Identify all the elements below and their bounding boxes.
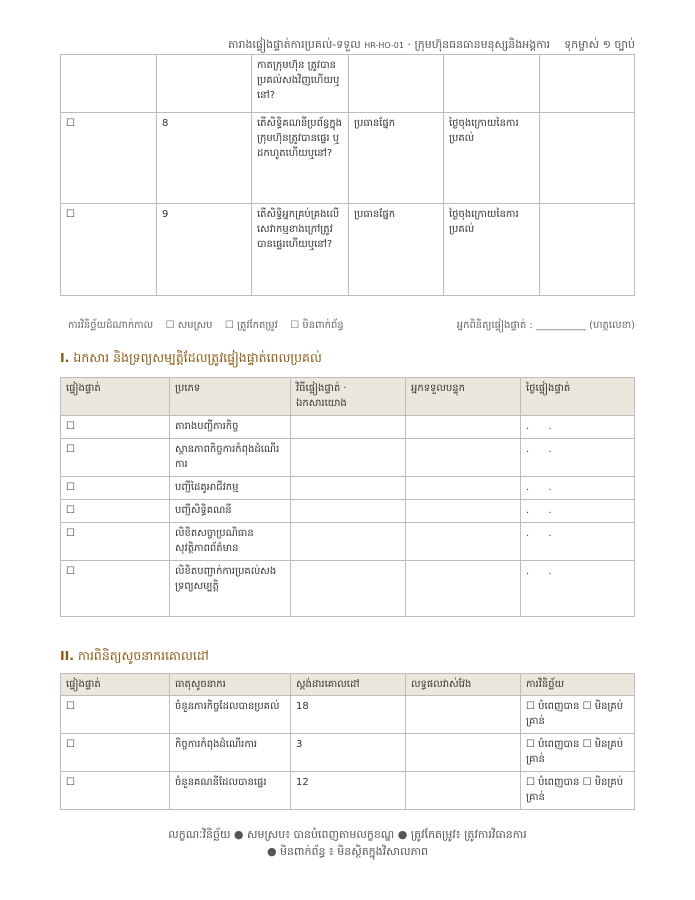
checklist-table-continued — [60, 54, 635, 296]
copy-label: ទុកម្ចាស់ ១ ច្បាប់ — [564, 38, 635, 51]
table-row — [61, 696, 635, 734]
row-method[interactable] — [291, 500, 406, 523]
row-checkbox[interactable]: ☐ — [61, 477, 170, 500]
table-row — [61, 477, 635, 500]
row-checkbox[interactable]: ☐ — [61, 561, 170, 617]
column-header: ការវិនិច្ឆ័យ — [521, 674, 635, 696]
table-row — [61, 772, 635, 810]
column-header: ថ្ងៃផ្ទៀងផ្ទាត់ — [521, 378, 635, 416]
row-checkbox[interactable]: ☐ — [61, 439, 170, 477]
form-title: តារាងផ្ទៀងផ្ទាត់ការប្រគល់-ទទួល — [227, 38, 361, 51]
decision-option-fix[interactable]: ☐ ត្រូវកែតម្រូវ — [224, 320, 278, 331]
row-method[interactable] — [291, 439, 406, 477]
column-header: ផ្ទៀងផ្ទាត់ — [61, 674, 170, 696]
table-row — [61, 439, 635, 477]
row-note[interactable] — [540, 204, 635, 296]
row-type: បញ្ជីសិទ្ធិគណនី — [170, 500, 291, 523]
column-header: ផ្ទៀងផ្ទាត់ — [61, 378, 170, 416]
decision-option-na[interactable]: ☐ មិនពាក់ព័ន្ធ — [290, 320, 344, 331]
form-code: HR-HO-01 — [364, 41, 404, 50]
row-result[interactable] — [406, 696, 521, 734]
row-type: លិខិតសច្ចាប្រណិធានសុវត្ថិភាពព័ត៌មាន — [170, 523, 291, 561]
column-header: ស្តង់ដារគោលដៅ — [291, 674, 406, 696]
table-row — [61, 500, 635, 523]
row-method[interactable] — [291, 416, 406, 439]
row-method[interactable] — [291, 561, 406, 617]
documents-assets-table — [60, 377, 635, 617]
table-row — [61, 204, 635, 296]
row-checkbox[interactable]: ☐ — [61, 772, 170, 810]
row-deadline: ថ្ងៃចុងក្រោយនៃការប្រគល់ — [444, 113, 540, 204]
row-type: ស្ថានភាពកិច្ចការកំពុងដំណើរការ — [170, 439, 291, 477]
row-number: 8 — [157, 113, 252, 204]
table-row — [61, 416, 635, 439]
table-header-row — [61, 674, 635, 696]
row-type: បញ្ជីដៃគូអាជីវកម្ម — [170, 477, 291, 500]
kpi-table — [60, 673, 635, 810]
row-checkbox[interactable]: ☐ — [61, 113, 157, 204]
row-checkbox[interactable]: ☐ — [61, 523, 170, 561]
section-2-title: ការពិនិត្យសូចនាករគោលដៅ — [78, 648, 209, 663]
column-header: លទ្ធផលវាស់វែង — [406, 674, 521, 696]
row-item: តើសិទ្ធិអ្នកគ្រប់គ្រងលើសេវាកម្មខាងក្រៅត្រូវបានផ្ទេរហើយឬនៅ? — [252, 204, 349, 296]
row-checkbox[interactable]: ☐ — [61, 696, 170, 734]
row-indicator: ចំនួនភារកិច្ចដែលបានប្រគល់ — [170, 696, 291, 734]
form-subtitle: · ក្រុមហ៊ុនធនធានមនុស្សនិងអង្គការ — [407, 38, 551, 51]
row-date[interactable]: . . — [521, 561, 635, 617]
row-checkbox[interactable]: ☐ — [61, 734, 170, 772]
legend-line-2: ● មិនពាក់ព័ន្ធ ៖ មិនស្ថិតក្នុងវិសាលភាព — [266, 845, 429, 858]
row-owner[interactable] — [406, 500, 521, 523]
row-owner[interactable] — [406, 439, 521, 477]
row-judgement[interactable]: ☐ បំពេញបាន ☐ មិនគ្រប់គ្រាន់ — [521, 734, 635, 772]
table-header-row — [61, 378, 635, 416]
row-indicator: ចំនួនគណនីដែលបានផ្ទេរ — [170, 772, 291, 810]
row-date[interactable]: . . — [521, 416, 635, 439]
row-date[interactable]: . . — [521, 439, 635, 477]
table-row — [61, 523, 635, 561]
row-item: តើសិទ្ធិគណនីប្រព័ន្ធក្នុងក្រុមហ៊ុនត្រូវបានផ្ទេរ ឬដកហូតហើយឬនៅ? — [252, 113, 349, 204]
row-judgement[interactable]: ☐ បំពេញបាន ☐ មិនគ្រប់គ្រាន់ — [521, 772, 635, 810]
row-checkbox[interactable]: ☐ — [61, 204, 157, 296]
row-target: 3 — [291, 734, 406, 772]
row-result[interactable] — [406, 772, 521, 810]
decision-label: ការវិនិច្ឆ័យដំណាក់កាល — [68, 320, 154, 331]
row-indicator: កិច្ចការកំពុងដំណើរការ — [170, 734, 291, 772]
row-method[interactable] — [291, 477, 406, 500]
column-header: ប្រភេទ — [170, 378, 291, 416]
row-owner[interactable] — [406, 416, 521, 439]
stage-decision — [68, 318, 635, 333]
row-owner[interactable] — [406, 561, 521, 617]
row-number: 9 — [157, 204, 252, 296]
row-target: 12 — [291, 772, 406, 810]
row-checkbox[interactable] — [61, 55, 157, 113]
row-checkbox[interactable]: ☐ — [61, 416, 170, 439]
row-method[interactable] — [291, 523, 406, 561]
row-date[interactable]: . . — [521, 500, 635, 523]
section-1-heading — [60, 350, 322, 369]
row-item: កាតក្រុមហ៊ុន ត្រូវបានប្រគល់សងវិញហើយឬនៅ? — [252, 55, 349, 113]
row-target: 18 — [291, 696, 406, 734]
table-row — [61, 55, 635, 113]
table-row — [61, 113, 635, 204]
row-deadline — [444, 55, 540, 113]
legend-line-1: លក្ខណៈវិនិច្ឆ័យ ● សមស្រប៖ បានបំពេញតាមលក្ខខណ្ឌ ● ត្រូវកែតម្រូវ៖ ត្រូវការវិធានការ — [168, 828, 527, 841]
row-date[interactable]: . . — [521, 523, 635, 561]
row-note[interactable] — [540, 113, 635, 204]
row-deadline: ថ្ងៃចុងក្រោយនៃការប្រគល់ — [444, 204, 540, 296]
row-owner: ប្រធានផ្នែក — [349, 113, 444, 204]
section-1-number: I. — [60, 350, 70, 365]
column-header: ធាតុសូចនាករ — [170, 674, 291, 696]
row-owner — [349, 55, 444, 113]
row-date[interactable]: . . — [521, 477, 635, 500]
row-owner[interactable] — [406, 477, 521, 500]
row-type: តារាងបញ្ជីភារកិច្ច — [170, 416, 291, 439]
running-header — [60, 38, 635, 54]
checker-signature[interactable]: អ្នកពិនិត្យផ្ទៀងផ្ទាត់ : __________ (ហត្ថលេខា) — [456, 320, 635, 331]
section-2-heading — [60, 648, 209, 667]
table-row — [61, 561, 635, 617]
row-note[interactable] — [540, 55, 635, 113]
table-row — [61, 734, 635, 772]
column-header: អ្នកទទួលបន្ទុក — [406, 378, 521, 416]
column-header: វិធីផ្ទៀងផ្ទាត់ · ឯកសារយោង — [291, 378, 406, 416]
row-type: លិខិតបញ្ជាក់ការប្រគល់សងទ្រព្យសម្បត្តិ — [170, 561, 291, 617]
section-2-number: II. — [60, 648, 75, 663]
section-1-title: ឯកសារ និងទ្រព្យសម្បត្តិដែលត្រូវផ្ទៀងផ្ទាត់ពេលប្រគល់ — [73, 350, 322, 365]
row-checkbox[interactable]: ☐ — [61, 500, 170, 523]
decision-option-suitable[interactable]: ☐ សមស្រប — [165, 320, 213, 331]
row-result[interactable] — [406, 734, 521, 772]
row-owner: ប្រធានផ្នែក — [349, 204, 444, 296]
row-number — [157, 55, 252, 113]
row-owner[interactable] — [406, 523, 521, 561]
row-judgement[interactable]: ☐ បំពេញបាន ☐ មិនគ្រប់គ្រាន់ — [521, 696, 635, 734]
